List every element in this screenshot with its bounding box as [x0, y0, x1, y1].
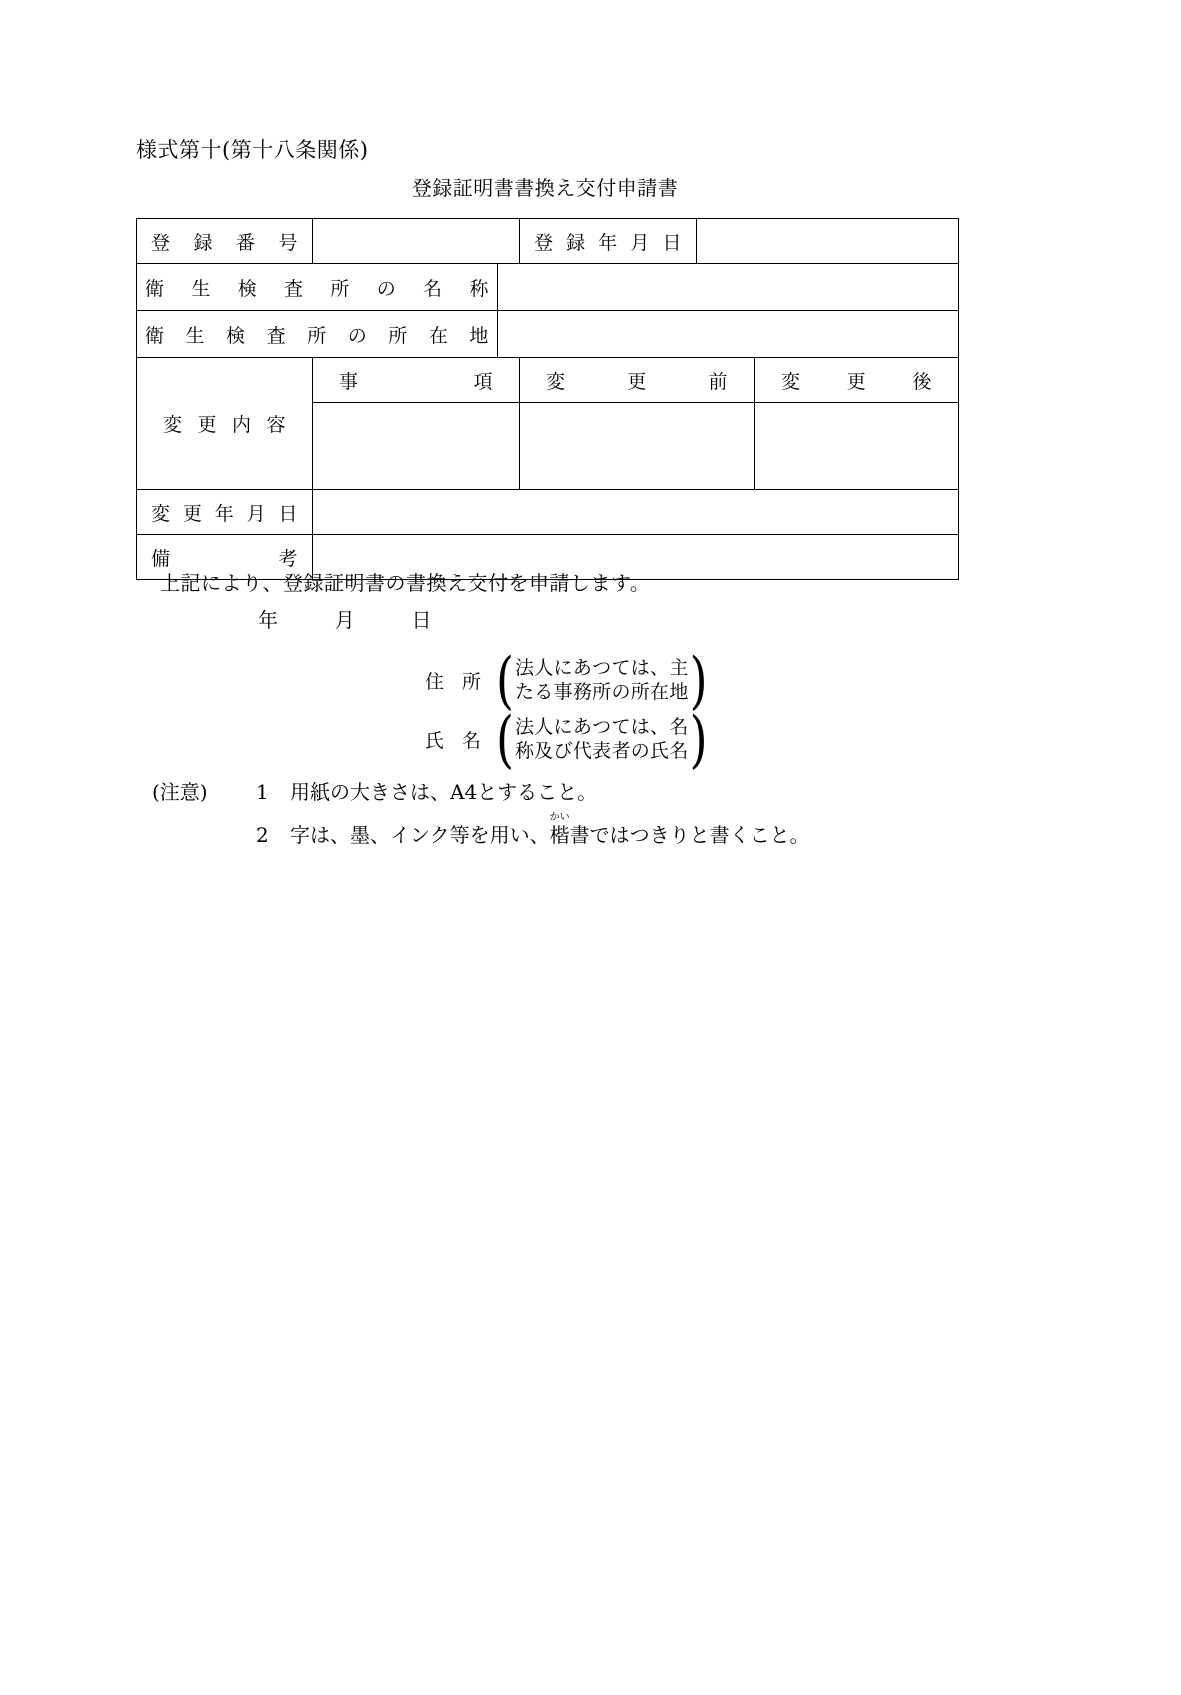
- change-column-item-header: 事 項: [313, 358, 520, 403]
- change-column-after-header: 変 更 後: [755, 358, 959, 403]
- note-text-after-ruby: 書ではつきりと書くこと。: [569, 823, 810, 847]
- left-paren-icon: (: [496, 643, 514, 717]
- signature-name-block: [425, 702, 709, 776]
- lab-address-label: 衛 生 検 査 所 の 所 在 地: [137, 311, 498, 358]
- lab-name-value[interactable]: [498, 264, 959, 311]
- ruby-annotation: [550, 813, 570, 845]
- signature-name-note-line-2: 称及び代表者の氏名: [514, 740, 689, 763]
- registration-number-label: 登 録 番 号: [137, 219, 313, 264]
- date-line: [258, 610, 431, 630]
- right-paren-icon: ): [689, 702, 708, 776]
- notes-section: [152, 782, 810, 856]
- application-form-table: [136, 218, 959, 580]
- lab-address-value[interactable]: [498, 311, 959, 358]
- ruby-base: 楷: [549, 823, 570, 847]
- registration-number-value[interactable]: [313, 219, 520, 264]
- signature-name-note-line-1: 法人にあつては、名: [514, 716, 689, 738]
- left-paren-icon: (: [496, 702, 514, 776]
- table-row-registration: [137, 219, 959, 264]
- signature-address-block: [425, 643, 709, 717]
- date-year-label[interactable]: 年: [258, 608, 278, 632]
- registration-date-label: 登 録 年 月 日: [520, 219, 697, 264]
- signature-address-note: [495, 643, 709, 717]
- change-column-before-header: 変 更 前: [520, 358, 755, 403]
- remarks-label: 備 考: [137, 535, 313, 580]
- form-number: 様式第十(第十八条関係): [136, 138, 369, 162]
- note-number: 2: [256, 823, 269, 847]
- note-item: [152, 813, 810, 845]
- table-row-change-date: [137, 490, 959, 535]
- signature-name-note: [495, 702, 709, 776]
- lab-name-label: 衛 生 検 査 所 の 名 称: [137, 264, 498, 311]
- ruby-furigana: かい: [549, 812, 570, 823]
- note-item: [152, 782, 810, 802]
- signature-address-note-line-1: 法人にあつては、主: [514, 657, 689, 679]
- signature-name-label: 氏 名: [425, 729, 481, 752]
- application-statement: 上記により、登録証明書の書換え交付を申請します。: [160, 571, 651, 595]
- change-date-value[interactable]: [313, 490, 959, 535]
- table-row-change-header: [137, 358, 959, 403]
- right-paren-icon: ): [689, 643, 708, 717]
- change-item-value[interactable]: [313, 403, 520, 490]
- change-after-value[interactable]: [755, 403, 959, 490]
- note-text: [290, 813, 810, 845]
- note-text: 用紙の大きさは、A4とすること。: [290, 780, 598, 804]
- date-day-label[interactable]: 日: [411, 608, 432, 632]
- registration-date-value[interactable]: [697, 219, 959, 264]
- change-content-label: 変 更 内 容: [137, 358, 313, 490]
- table-row-lab-address: [137, 311, 959, 358]
- date-month-label[interactable]: 月: [334, 608, 355, 632]
- signature-address-label: 住 所: [425, 670, 481, 693]
- change-before-value[interactable]: [520, 403, 755, 490]
- table-row-lab-name: [137, 264, 959, 311]
- change-date-label: 変 更 年 月 日: [137, 490, 313, 535]
- page-title: 登録証明書書換え交付申請書: [411, 176, 679, 200]
- note-text-before-ruby: 字は、墨、インク等を用い、: [290, 823, 550, 847]
- note-number: 1: [256, 780, 269, 804]
- notes-heading: (注意): [152, 780, 208, 804]
- signature-address-note-line-2: たる事務所の所在地: [514, 681, 689, 704]
